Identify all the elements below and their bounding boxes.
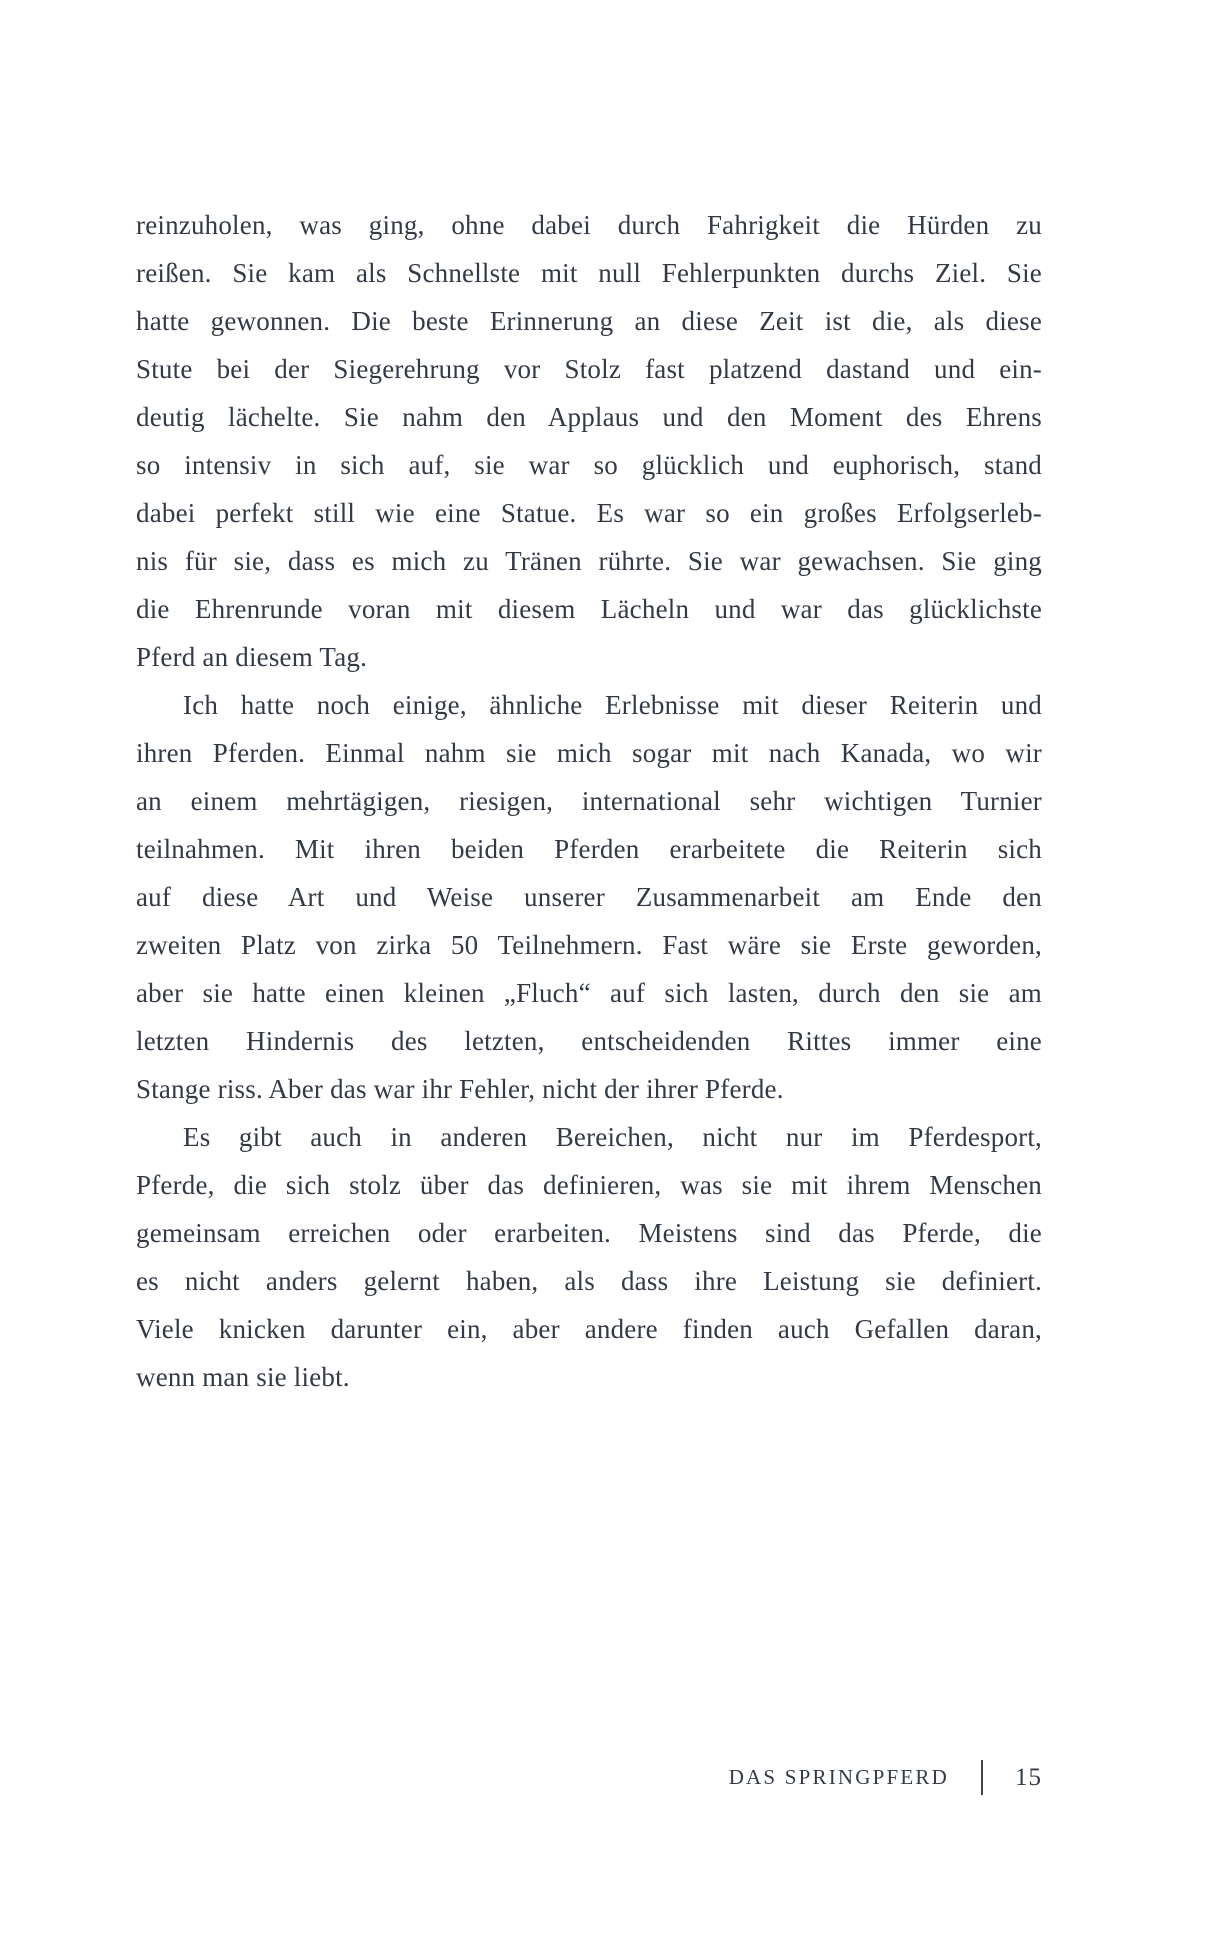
text-line: auf diese Art und Weise unserer Zusammenarbeit am Ende den: [136, 882, 1042, 912]
text-line: Stange riss. Aber das war ihr Fehler, nicht der ihrer Pferde.: [136, 1074, 784, 1104]
text-line: ihren Pferden. Einmal nahm sie mich sogar mit nach Kanada, wo wir: [136, 738, 1042, 768]
footer-divider-rule: [981, 1760, 983, 1795]
text-line: zweiten Platz von zirka 50 Teilnehmern. Fast wäre sie Erste geworden,: [136, 930, 1042, 960]
text-line: reinzuholen, was ging, ohne dabei durch Fahrigkeit die Hürden zu: [136, 210, 1042, 240]
text-line: deutig lächelte. Sie nahm den Applaus und den Moment des Ehrens: [136, 402, 1042, 432]
page-number: 15: [1015, 1763, 1042, 1791]
text-line: es nicht anders gelernt haben, als dass ihre Leistung sie definiert.: [136, 1266, 1042, 1296]
text-line: teilnahmen. Mit ihren beiden Pferden erarbeitete die Reiterin sich: [136, 834, 1042, 864]
running-footer: [729, 1760, 1042, 1795]
text-line: hatte gewonnen. Die beste Erinnerung an diese Zeit ist die, als diese: [136, 306, 1042, 336]
text-line: Es gibt auch in anderen Bereichen, nicht nur im Pferdesport,: [183, 1122, 1042, 1152]
text-line: Stute bei der Siegerehrung vor Stolz fast platzend dastand und ein-: [136, 354, 1042, 384]
text-line: an einem mehrtägigen, riesigen, international sehr wichtigen Turnier: [136, 786, 1042, 816]
text-line: aber sie hatte einen kleinen „Fluch“ auf sich lasten, durch den sie am: [136, 978, 1042, 1008]
running-title: DAS SPRINGPFERD: [728, 1765, 949, 1789]
text-line: Pferde, die sich stolz über das definieren, was sie mit ihrem Menschen: [136, 1170, 1042, 1200]
text-line: wenn man sie liebt.: [136, 1362, 350, 1392]
text-line: letzten Hindernis des letzten, entscheidenden Rittes immer eine: [136, 1026, 1042, 1056]
text-line: nis für sie, dass es mich zu Tränen rührte. Sie war gewachsen. Sie ging: [136, 546, 1042, 576]
text-line: die Ehrenrunde voran mit diesem Lächeln und war das glücklichste: [136, 594, 1042, 624]
text-line: so intensiv in sich auf, sie war so glücklich und euphorisch, stand: [136, 450, 1042, 480]
text-line: Viele knicken darunter ein, aber andere finden auch Gefallen daran,: [136, 1314, 1042, 1344]
text-line: Ich hatte noch einige, ähnliche Erlebnisse mit dieser Reiterin und: [183, 690, 1042, 720]
text-line: gemeinsam erreichen oder erarbeiten. Meistens sind das Pferde, die: [136, 1218, 1042, 1248]
body-text: [136, 201, 1042, 1401]
text-line: reißen. Sie kam als Schnellste mit null Fehlerpunkten durchs Ziel. Sie: [136, 258, 1042, 288]
text-line: dabei perfekt still wie eine Statue. Es war so ein großes Erfolgserleb-: [136, 498, 1042, 528]
text-line: Pferd an diesem Tag.: [136, 642, 368, 672]
